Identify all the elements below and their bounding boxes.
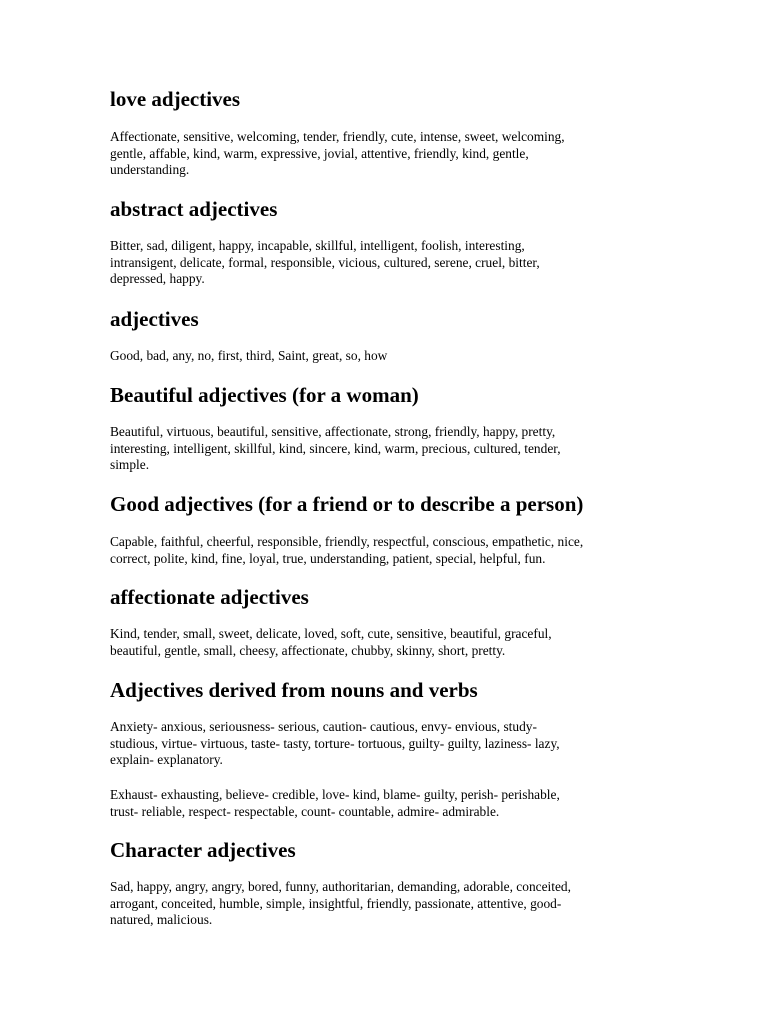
text-line: Bitter, sad, diligent, happy, incapable, skillful, intelligent, foolish, interesting,: [110, 238, 525, 253]
section-paragraph: [110, 424, 670, 474]
text-line: Affectionate, sensitive, welcoming, tender, friendly, cute, intense, sweet, welcoming,: [110, 129, 565, 144]
text-line: simple.: [110, 457, 150, 473]
section-heading-derived-adjectives: Adjectives derived from nouns and verbs: [110, 678, 478, 702]
section-heading-love-adjectives: love adjectives: [110, 87, 241, 111]
section-heading-beautiful-adjectives: Beautiful adjectives (for a woman): [110, 383, 419, 407]
section-paragraph: [110, 238, 670, 288]
section-paragraph: [110, 626, 670, 659]
text-line: natured, malicious.: [110, 912, 213, 928]
text-line: depressed, happy.: [110, 271, 205, 287]
section-heading-good-adjectives: Good adjectives (for a friend or to describe a person): [110, 492, 584, 516]
text-line: Sad, happy, angry, angry, bored, funny, authoritarian, demanding, adorable, conceited,: [110, 879, 571, 894]
text-line: arrogant, conceited, humble, simple, insightful, friendly, passionate, attentive, good-: [110, 895, 562, 911]
section-paragraph: [110, 787, 670, 820]
section-heading-character-adjectives: Character adjectives: [110, 838, 296, 862]
text-line: Exhaust- exhausting, believe- credible, love- kind, blame- guilty, perish- perishable,: [110, 787, 560, 802]
section-heading-abstract-adjectives: abstract adjectives: [110, 197, 278, 221]
text-line: understanding.: [110, 162, 190, 178]
text-line: Kind, tender, small, sweet, delicate, loved, soft, cute, sensitive, beautiful, graceful,: [110, 626, 552, 641]
text-line: Good, bad, any, no, first, third, Saint, great, so, how: [110, 348, 388, 363]
section-paragraph: [110, 879, 670, 929]
text-line: explain- explanatory.: [110, 752, 223, 768]
text-line: Beautiful, virtuous, beautiful, sensitive, affectionate, strong, friendly, happy, pretty,: [110, 424, 556, 439]
section-paragraph: [110, 348, 670, 365]
text-line: trust- reliable, respect- respectable, count- countable, admire- admirable.: [110, 803, 500, 819]
text-line: studious, virtue- virtuous, taste- tasty, torture- tortuous, guilty- guilty, laziness- lazy,: [110, 735, 560, 751]
text-line: beautiful, gentle, small, cheesy, affectionate, chubby, skinny, short, pretty.: [110, 642, 506, 658]
text-line: intransigent, delicate, formal, responsible, vicious, cultured, serene, cruel, bitter,: [110, 254, 540, 270]
section-paragraph: [110, 534, 670, 567]
text-line: gentle, affable, kind, warm, expressive, jovial, attentive, friendly, kind, gentle,: [110, 145, 529, 161]
text-line: Anxiety- anxious, seriousness- serious, caution- cautious, envy- envious, study-: [110, 719, 537, 734]
text-line: interesting, intelligent, skillful, kind, sincere, kind, warm, precious, cultured, tender,: [110, 440, 561, 456]
section-paragraph: [110, 719, 670, 769]
text-line: correct, polite, kind, fine, loyal, true, understanding, patient, special, helpful, fun.: [110, 550, 546, 566]
section-paragraph: [110, 129, 670, 179]
section-heading-affectionate-adjectives: affectionate adjectives: [110, 585, 309, 609]
section-heading-adjectives: adjectives: [110, 307, 199, 331]
text-line: Capable, faithful, cheerful, responsible, friendly, respectful, conscious, empathetic, nice,: [110, 534, 584, 549]
